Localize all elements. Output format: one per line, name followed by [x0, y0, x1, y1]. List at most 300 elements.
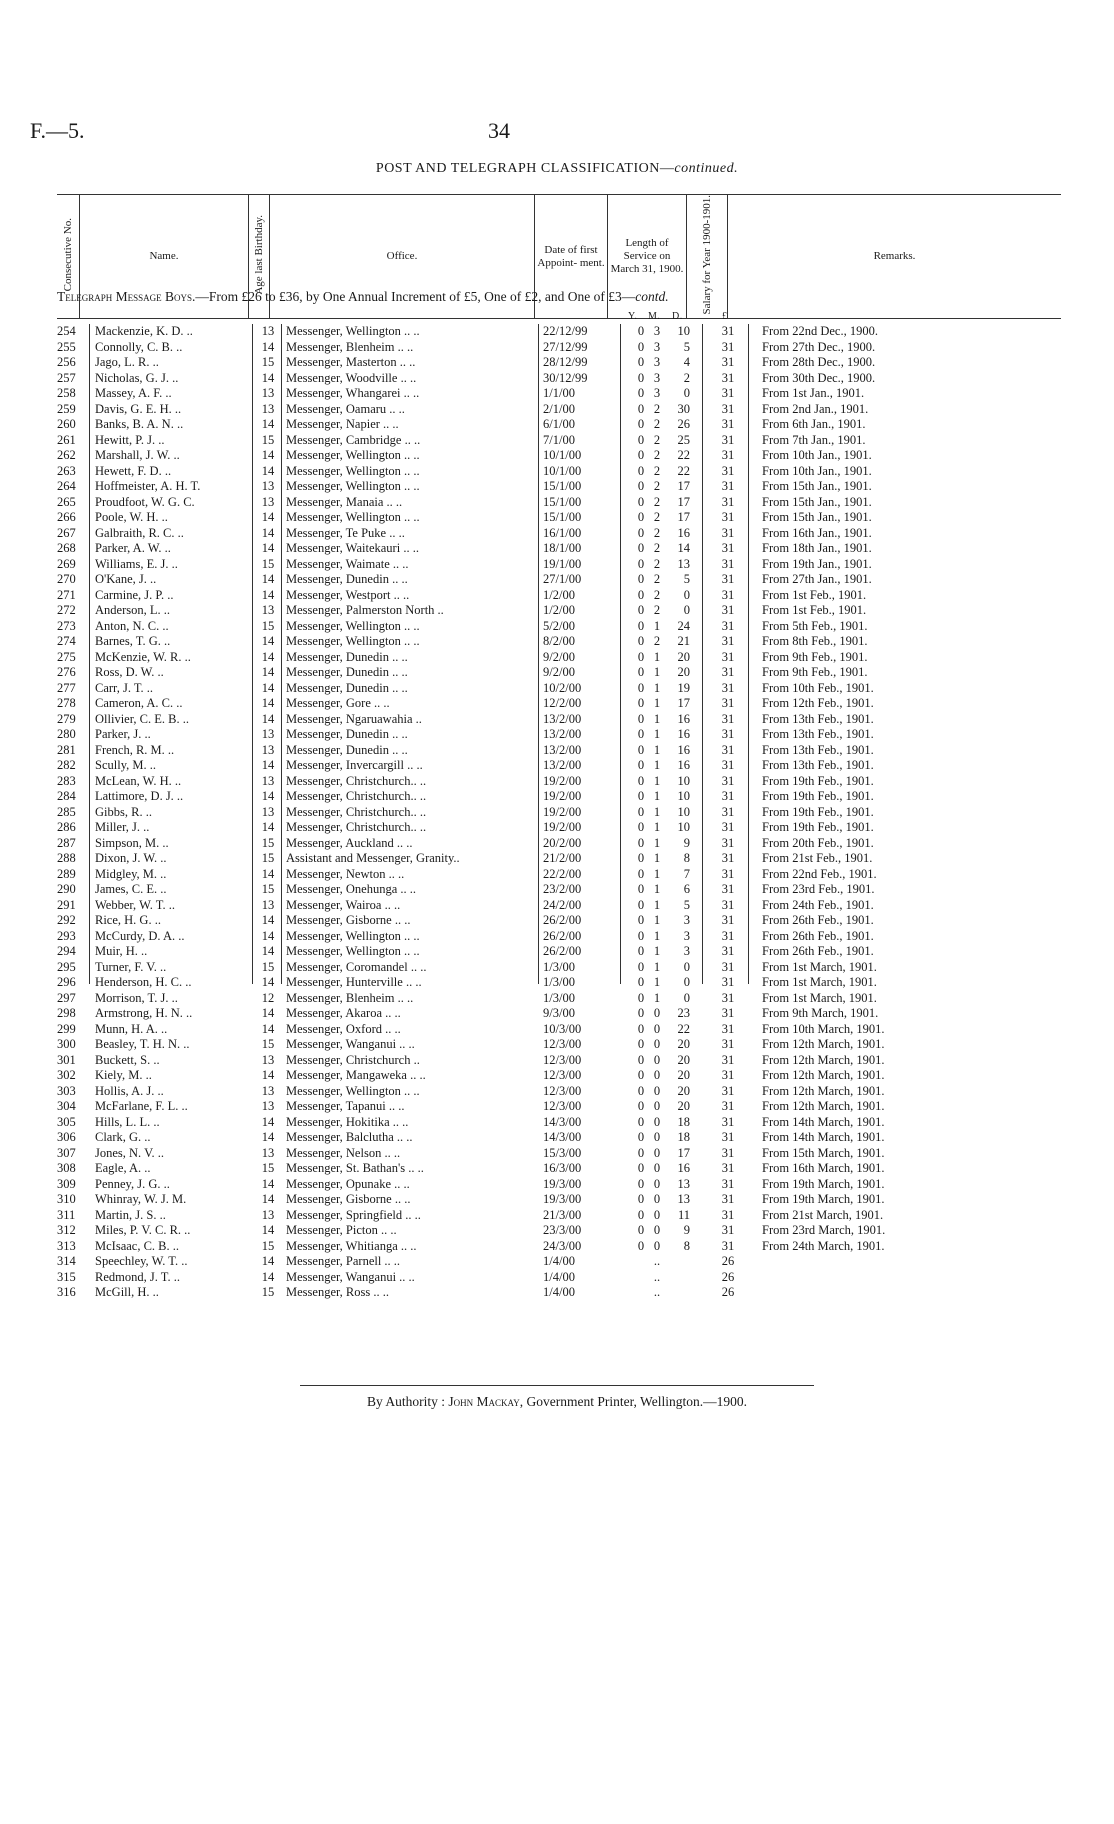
cell-salary: 31	[721, 1068, 735, 1082]
cell-years: 0	[637, 355, 645, 369]
cell-name: Anderson, L. ..	[95, 603, 170, 617]
cell-office: Messenger, Hunterville .. ..	[286, 975, 422, 989]
cell-remarks: From 14th March, 1901.	[762, 1130, 885, 1144]
cell-name: Barnes, T. G. ..	[95, 634, 171, 648]
cell-age: 14	[261, 1130, 275, 1144]
cell-days: 10	[677, 773, 690, 788]
cell-age: 13	[261, 1052, 275, 1067]
cell-remarks: From 20th Feb., 1901.	[762, 835, 874, 850]
cell-salary: 31	[721, 928, 735, 943]
cell-years: 0	[637, 944, 645, 958]
cell-name: Hills, L. L. ..	[95, 1114, 160, 1129]
cell-years: 0	[637, 370, 645, 385]
cell-number: 264	[57, 479, 76, 493]
unit-months: M.	[648, 311, 661, 322]
cell-date: 5/2/00	[543, 618, 575, 633]
cell-date: 12/3/00	[543, 1083, 582, 1098]
table-row	[0, 1254, 1114, 1269]
cell-remarks: From 1st Feb., 1901.	[762, 603, 867, 617]
cell-name: James, C. E. ..	[95, 882, 167, 896]
cell-months: 0	[653, 1130, 661, 1144]
cell-name: Muir, H. ..	[95, 944, 148, 958]
cell-office: Messenger, Wanganui .. ..	[286, 1037, 415, 1051]
cell-date: 2/1/00	[543, 401, 575, 416]
cell-name: McFarlane, F. L. ..	[95, 1099, 188, 1113]
cell-date: 1/3/00	[543, 959, 575, 974]
page-title	[0, 161, 1114, 177]
unit-days: D.	[672, 311, 683, 322]
cell-salary: 31	[721, 386, 735, 400]
cell-date: 1/4/00	[543, 1285, 575, 1299]
cell-years: 0	[637, 851, 645, 865]
cell-name: Lattimore, D. J. ..	[95, 789, 184, 803]
imprint-prefix: By Authority :	[367, 1394, 449, 1409]
cell-remarks: From 13th Feb., 1901.	[762, 711, 874, 726]
cell-days: 20	[677, 665, 690, 679]
cell-office: Messenger, Balclutha .. ..	[286, 1130, 413, 1144]
cell-office: Messenger, Masterton .. ..	[286, 355, 416, 369]
cell-remarks: From 13th Feb., 1901.	[762, 742, 874, 757]
cell-salary: 31	[721, 990, 735, 1005]
cell-age: 14	[261, 1192, 275, 1206]
table-row	[0, 944, 1114, 959]
cell-name: Cameron, A. C. ..	[95, 696, 183, 710]
cell-age: 13	[261, 897, 275, 912]
cell-remarks: From 18th Jan., 1901.	[762, 541, 872, 555]
cell-months: 2	[653, 432, 661, 447]
cell-days: 20	[677, 649, 690, 664]
cell-years: 0	[637, 1083, 645, 1098]
cell-years: 0	[637, 417, 645, 431]
cell-years: 0	[637, 1006, 645, 1020]
cell-name: Munn, H. A. ..	[95, 1021, 168, 1036]
cell-days: 25	[677, 432, 690, 447]
cell-age: 15	[261, 556, 275, 571]
cell-date: 22/2/00	[543, 866, 582, 881]
cell-years: 0	[637, 494, 645, 509]
cell-number: 273	[57, 618, 76, 633]
cell-date: 27/1/00	[543, 572, 582, 586]
cell-office: Messenger, Christchurch ..	[286, 1052, 420, 1067]
cell-age: 14	[261, 448, 275, 462]
cell-remarks: From 28th Dec., 1900.	[762, 355, 876, 369]
cell-office: Messenger, Manaia .. ..	[286, 494, 403, 509]
cell-name: Anton, N. C. ..	[95, 618, 169, 633]
table-row	[0, 867, 1114, 882]
cell-age: 15	[261, 882, 275, 896]
cell-salary: 31	[721, 1083, 735, 1098]
cell-months: 0	[653, 1114, 661, 1129]
table-row	[0, 588, 1114, 603]
cell-salary: 31	[721, 727, 735, 741]
cell-salary: 31	[721, 789, 735, 803]
table-row	[0, 1053, 1114, 1068]
cell-number: 305	[57, 1114, 76, 1129]
cell-number: 280	[57, 727, 76, 741]
cell-years: 0	[637, 587, 645, 602]
cell-age: 15	[261, 835, 275, 850]
cell-number: 272	[57, 603, 76, 617]
table-row	[0, 619, 1114, 634]
cell-name: Parker, J. ..	[95, 727, 151, 741]
cell-number: 263	[57, 463, 76, 478]
cell-number: 302	[57, 1068, 76, 1082]
table-row	[0, 727, 1114, 742]
cell-number: 293	[57, 928, 76, 943]
cell-office: Messenger, Wanganui .. ..	[286, 1269, 415, 1284]
cell-years: 0	[637, 1130, 645, 1144]
cell-number: 285	[57, 804, 76, 819]
cell-office: Messenger, Woodville .. ..	[286, 370, 417, 385]
cell-remarks: From 27th Jan., 1901.	[762, 572, 872, 586]
cell-office: Messenger, Hokitika .. ..	[286, 1114, 409, 1129]
cell-months: 0	[653, 1207, 661, 1222]
cell-years: 0	[637, 680, 645, 695]
cell-date: 30/12/99	[543, 370, 588, 385]
cell-months: 1	[653, 820, 661, 834]
cell-number: 275	[57, 649, 76, 664]
cell-date: 12/3/00	[543, 1068, 582, 1082]
cell-days: 9	[683, 1223, 690, 1237]
cell-office: Messenger, Nelson .. ..	[286, 1145, 401, 1160]
cell-age: 14	[261, 525, 275, 540]
cell-number: 287	[57, 835, 76, 850]
cell-age: 14	[261, 587, 275, 602]
cell-salary: 31	[721, 432, 735, 447]
cell-age: 14	[261, 944, 275, 958]
cell-number: 307	[57, 1145, 76, 1160]
cell-months: 0	[653, 1083, 661, 1098]
table-row	[0, 355, 1114, 370]
cell-date: 12/3/00	[543, 1037, 582, 1051]
cell-days: 0	[683, 959, 690, 974]
cell-days: 11	[677, 1207, 690, 1222]
cell-days: 10	[677, 820, 690, 834]
cell-number: 306	[57, 1130, 76, 1144]
cell-salary: 31	[721, 665, 735, 679]
cell-months: 1	[653, 835, 661, 850]
cell-years: 0	[637, 1114, 645, 1129]
cell-months: ..	[653, 1285, 661, 1299]
cell-remarks: From 16th Jan., 1901.	[762, 525, 872, 540]
cell-number: 269	[57, 556, 76, 571]
cell-years: 0	[637, 1037, 645, 1051]
cell-remarks: From 9th Feb., 1901.	[762, 665, 868, 679]
cell-age: 13	[261, 742, 275, 757]
table-row	[0, 526, 1114, 541]
cell-age: 14	[261, 711, 275, 726]
cell-months: 1	[653, 897, 661, 912]
cell-months: 0	[653, 1176, 661, 1191]
cell-date: 1/2/00	[543, 603, 575, 617]
cell-age: 15	[261, 851, 275, 865]
cell-remarks: From 1st March, 1901.	[762, 959, 877, 974]
cell-office: Messenger, Dunedin .. ..	[286, 680, 408, 695]
cell-months: 0	[653, 1021, 661, 1036]
cell-remarks: From 19th Feb., 1901.	[762, 804, 874, 819]
cell-years: 0	[637, 1207, 645, 1222]
cell-years: 0	[637, 463, 645, 478]
cell-name: Simpson, M. ..	[95, 835, 169, 850]
cell-days: 17	[677, 1145, 690, 1160]
cell-date: 26/2/00	[543, 913, 582, 927]
cell-age: 14	[261, 1068, 275, 1082]
cell-date: 15/3/00	[543, 1145, 582, 1160]
cell-age: 15	[261, 1161, 275, 1175]
cell-office: Messenger, Whitianga .. ..	[286, 1238, 417, 1253]
cell-number: 258	[57, 386, 76, 400]
col-date: Date of first Appoint- ment.	[535, 195, 608, 319]
cell-years: 0	[637, 1052, 645, 1067]
table-row	[0, 929, 1114, 944]
cell-days: 4	[683, 355, 690, 369]
table-row	[0, 882, 1114, 897]
cell-number: 288	[57, 851, 76, 865]
cell-months: 1	[653, 742, 661, 757]
cell-days: 18	[677, 1114, 690, 1129]
cell-years: 0	[637, 1145, 645, 1160]
cell-years: 0	[637, 649, 645, 664]
cell-age: 14	[261, 463, 275, 478]
cell-remarks: From 19th Jan., 1901.	[762, 556, 872, 571]
cell-days: 26	[677, 417, 690, 431]
cell-number: 309	[57, 1176, 76, 1191]
table-row	[0, 696, 1114, 711]
cell-number: 299	[57, 1021, 76, 1036]
table-row	[0, 603, 1114, 618]
cell-office: Messenger, Coromandel .. ..	[286, 959, 427, 974]
cell-age: 15	[261, 1037, 275, 1051]
cell-remarks: From 1st March, 1901.	[762, 990, 877, 1005]
table-row	[0, 789, 1114, 804]
cell-name: Davis, G. E. H. ..	[95, 401, 182, 416]
table-row	[0, 805, 1114, 820]
cell-number: 276	[57, 665, 76, 679]
cell-remarks: From 10th Feb., 1901.	[762, 680, 874, 695]
cell-remarks: From 10th Jan., 1901.	[762, 448, 872, 462]
cell-date: 10/1/00	[543, 448, 582, 462]
cell-salary: 31	[721, 1176, 735, 1191]
cell-age: 13	[261, 804, 275, 819]
cell-name: Nicholas, G. J. ..	[95, 370, 179, 385]
cell-age: 13	[261, 324, 275, 338]
cell-name: Hoffmeister, A. H. T.	[95, 479, 201, 493]
cell-months: 2	[653, 448, 661, 462]
cell-age: 13	[261, 603, 275, 617]
cell-months: 3	[653, 324, 661, 338]
table-row	[0, 851, 1114, 866]
cell-name: Galbraith, R. C. ..	[95, 525, 184, 540]
cell-years: 0	[637, 696, 645, 710]
cell-date: 12/2/00	[543, 696, 582, 710]
cell-days: 10	[677, 804, 690, 819]
cell-days: 10	[677, 789, 690, 803]
table-row	[0, 681, 1114, 696]
cell-salary: 26	[721, 1285, 735, 1299]
table-row	[0, 433, 1114, 448]
cell-remarks: From 23rd March, 1901.	[762, 1223, 886, 1237]
cell-years: 0	[637, 432, 645, 447]
cell-name: Hewett, F. D. ..	[95, 463, 172, 478]
cell-office: Messenger, Waimate .. ..	[286, 556, 409, 571]
cell-office: Messenger, Parnell .. ..	[286, 1254, 401, 1268]
cell-months: 1	[653, 665, 661, 679]
cell-salary: 31	[721, 696, 735, 710]
cell-salary: 31	[721, 882, 735, 896]
cell-number: 256	[57, 355, 76, 369]
cell-name: Ross, D. W. ..	[95, 665, 164, 679]
cell-days: 6	[683, 882, 690, 896]
cell-remarks: From 5th Feb., 1901.	[762, 618, 868, 633]
cell-office: Messenger, Dunedin .. ..	[286, 665, 408, 679]
cell-remarks: From 9th Feb., 1901.	[762, 649, 868, 664]
cell-months: 1	[653, 696, 661, 710]
cell-months: ..	[653, 1269, 661, 1284]
section-contd: contd.	[635, 289, 669, 304]
table-row	[0, 650, 1114, 665]
cell-remarks: From 19th March, 1901.	[762, 1192, 885, 1206]
cell-number: 308	[57, 1161, 76, 1175]
cell-age: 13	[261, 386, 275, 400]
cell-office: Messenger, Picton .. ..	[286, 1223, 397, 1237]
cell-salary: 31	[721, 959, 735, 974]
cell-remarks: From 12th March, 1901.	[762, 1083, 885, 1098]
cell-date: 1/4/00	[543, 1254, 575, 1268]
cell-date: 27/12/99	[543, 339, 588, 354]
cell-date: 9/2/00	[543, 665, 575, 679]
cell-date: 19/2/00	[543, 804, 582, 819]
table-row	[0, 1068, 1114, 1083]
table-row	[0, 324, 1114, 339]
cell-salary: 31	[721, 401, 735, 416]
cell-name: Williams, E. J. ..	[95, 556, 178, 571]
table-row	[0, 1177, 1114, 1192]
cell-name: McCurdy, D. A. ..	[95, 928, 185, 943]
cell-remarks: From 15th Jan., 1901.	[762, 479, 872, 493]
cell-months: 1	[653, 680, 661, 695]
cell-days: 20	[677, 1037, 690, 1051]
table-row	[0, 991, 1114, 1006]
cell-salary: 31	[721, 773, 735, 788]
table-row	[0, 758, 1114, 773]
cell-salary: 31	[721, 1130, 735, 1144]
footer-imprint	[0, 1394, 1114, 1410]
cell-remarks: From 15th Jan., 1901.	[762, 510, 872, 524]
cell-office: Messenger, Palmerston North ..	[286, 603, 444, 617]
cell-name: French, R. M. ..	[95, 742, 175, 757]
cell-salary: 31	[721, 835, 735, 850]
cell-remarks: From 1st March, 1901.	[762, 975, 877, 989]
cell-number: 277	[57, 680, 76, 695]
cell-office: Messenger, Wellington .. ..	[286, 1083, 420, 1098]
cell-remarks: From 12th March, 1901.	[762, 1037, 885, 1051]
cell-age: 13	[261, 1145, 275, 1160]
cell-office: Messenger, Wairoa .. ..	[286, 897, 401, 912]
document-code: F.—5.	[30, 118, 85, 143]
cell-years: 0	[637, 1068, 645, 1082]
cell-salary: 31	[721, 1052, 735, 1067]
cell-months: 2	[653, 525, 661, 540]
cell-years: 0	[637, 634, 645, 648]
cell-age: 15	[261, 355, 275, 369]
cell-date: 10/2/00	[543, 680, 582, 695]
cell-number: 310	[57, 1192, 76, 1206]
cell-remarks: From 2nd Jan., 1901.	[762, 401, 869, 416]
cell-office: Messenger, Invercargill .. ..	[286, 758, 423, 772]
cell-number: 268	[57, 541, 76, 555]
cell-remarks: From 26th Feb., 1901.	[762, 913, 874, 927]
cell-years: 0	[637, 1223, 645, 1237]
cell-days: 17	[677, 696, 690, 710]
cell-salary: 31	[721, 1114, 735, 1129]
cell-name: Armstrong, H. N. ..	[95, 1006, 193, 1020]
cell-years: 0	[637, 1238, 645, 1253]
cell-salary: 31	[721, 866, 735, 881]
cell-days: 8	[683, 1238, 690, 1253]
cell-office: Messenger, Ngaruawahia ..	[286, 711, 422, 726]
cell-number: 311	[57, 1207, 76, 1222]
cell-days: 16	[677, 727, 690, 741]
cell-date: 18/1/00	[543, 541, 582, 555]
cell-days: 20	[677, 1052, 690, 1067]
cell-number: 295	[57, 959, 76, 974]
unit-years: Y.	[628, 311, 638, 322]
cell-name: McIsaac, C. B. ..	[95, 1238, 180, 1253]
cell-days: 13	[677, 1192, 690, 1206]
table-row	[0, 510, 1114, 525]
cell-name: Carr, J. T. ..	[95, 680, 154, 695]
cell-days: 18	[677, 1130, 690, 1144]
cell-number: 316	[57, 1285, 76, 1299]
cell-days: 5	[683, 897, 690, 912]
unit-pound: £	[722, 311, 728, 322]
cell-office: Messenger, Ross .. ..	[286, 1285, 389, 1299]
cell-office: Messenger, Wellington .. ..	[286, 510, 420, 524]
cell-name: Henderson, H. C. ..	[95, 975, 192, 989]
cell-name: Scully, M. ..	[95, 758, 156, 772]
cell-date: 15/1/00	[543, 494, 582, 509]
cell-salary: 31	[721, 804, 735, 819]
table-row	[0, 417, 1114, 432]
table-row	[0, 1146, 1114, 1161]
cell-days: 5	[683, 339, 690, 354]
cell-remarks: From 19th March, 1901.	[762, 1176, 885, 1191]
cell-office: Messenger, St. Bathan's .. ..	[286, 1161, 424, 1175]
cell-age: 14	[261, 649, 275, 664]
cell-remarks: From 23rd Feb., 1901.	[762, 882, 875, 896]
cell-months: 3	[653, 386, 661, 400]
cell-salary: 31	[721, 1238, 735, 1253]
imprint-suffix: , Government Printer, Wellington.—1900.	[519, 1394, 747, 1409]
cell-years: 0	[637, 789, 645, 803]
cell-age: 14	[261, 975, 275, 989]
page-number: 34	[488, 118, 510, 143]
cell-number: 266	[57, 510, 76, 524]
cell-name: Banks, B. A. N. ..	[95, 417, 184, 431]
cell-age: 15	[261, 1285, 275, 1299]
cell-date: 1/4/00	[543, 1269, 575, 1284]
table-row	[0, 340, 1114, 355]
cell-days: 13	[677, 1176, 690, 1191]
cell-age: 14	[261, 1114, 275, 1129]
cell-office: Messenger, Christchurch.. ..	[286, 773, 427, 788]
cell-salary: 31	[721, 1099, 735, 1113]
cell-remarks: From 22nd Feb., 1901.	[762, 866, 877, 881]
cell-name: Massey, A. F. ..	[95, 386, 172, 400]
col-age: Age last Birthday.	[249, 195, 270, 319]
cell-days: 20	[677, 1083, 690, 1098]
cell-number: 286	[57, 820, 76, 834]
